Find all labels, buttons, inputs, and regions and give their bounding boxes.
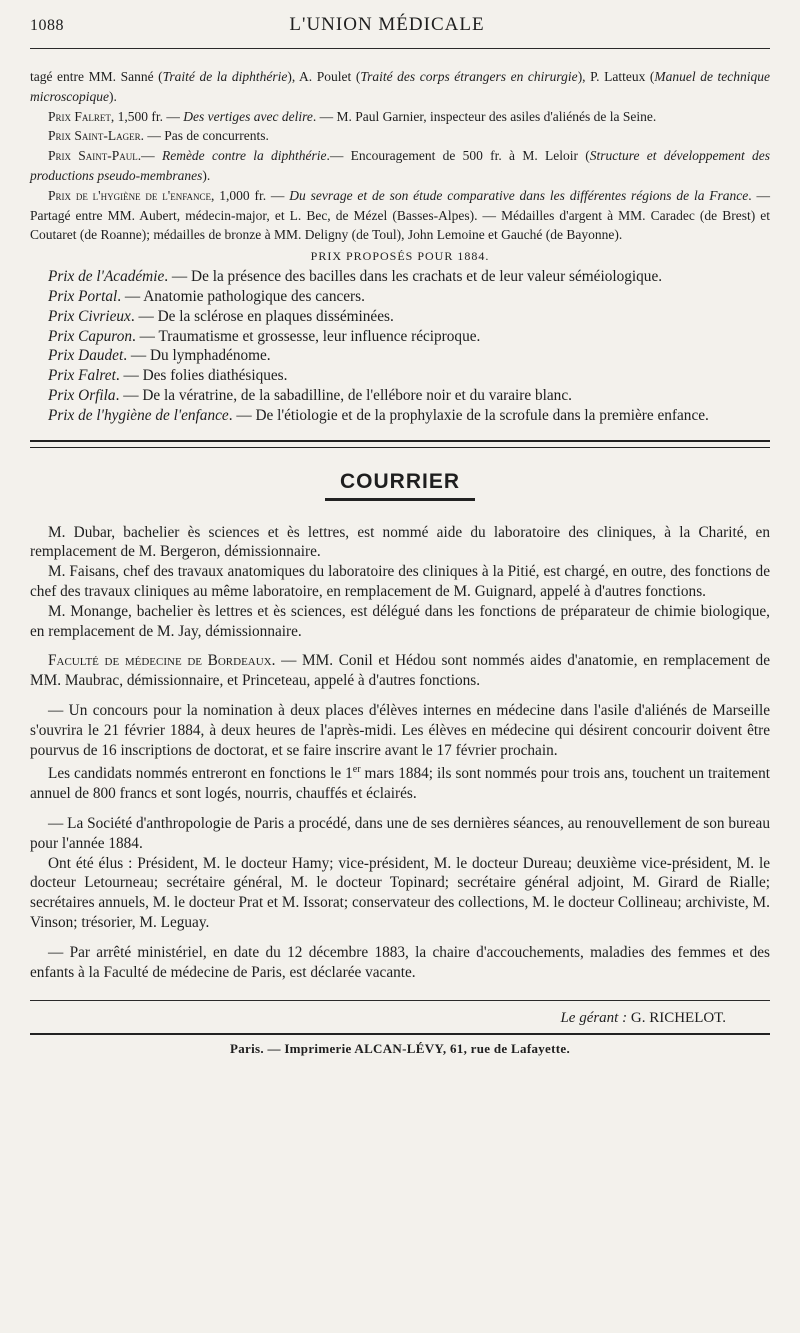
paragraph-c6: Les candidats nommés entreront en fonctions le 1er mars 1884; ils sont nommés pour trois ans, touchent un traitement annuel de 800 francs et sont logés, nourris, chauffés et éclairés. xyxy=(30,764,770,803)
paragraph-q3: Prix Civrieux. — De la sclérose en plaques disséminées. xyxy=(48,307,394,325)
paragraph-q5: Prix Daudet. — Du lymphadénome. xyxy=(48,347,271,365)
section-title-underline xyxy=(325,498,475,501)
gerant-label: Le gérant : xyxy=(560,1010,628,1027)
paragraph-p4: Prix Saint-Paul.— Remède contre la diphthérie.— Encouragement de 500 fr. à M. Leloir (Structure et développement des productions pseudo-membranes). xyxy=(30,148,770,183)
proposed-prizes-list xyxy=(30,267,770,425)
prize-awards-list xyxy=(30,67,770,245)
paragraph-c9: — Par arrêté ministériel, en date du 12 décembre 1883, la chaire d'accouchements, maladies des femmes et des enfants à la Faculté de médecine de Paris, est déclarée vacante. xyxy=(30,943,770,981)
page-number: 1088 xyxy=(30,17,64,34)
gerant-name: G. RICHELOT. xyxy=(630,1010,726,1027)
paragraph-q2: Prix Portal. — Anatomie pathologique des cancers. xyxy=(48,287,365,305)
gerant-line xyxy=(30,1007,726,1029)
footer-rule-thick xyxy=(30,1033,770,1035)
proposed-prizes-heading: PRIX PROPOSÉS POUR 1884. xyxy=(310,249,490,264)
paragraph-c7: — La Société d'anthropologie de Paris a procédé, dans une de ses dernières séances, au renouvellement de son bureau pour l'année 1884. xyxy=(30,815,770,852)
courrier-group-anthropologie xyxy=(30,814,770,933)
paragraph-q8: Prix de l'hygiène de l'enfance. — De l'étiologie et de la prophylaxie de la scrofule dans la première enfance. xyxy=(48,406,709,424)
courrier-group-bordeaux xyxy=(30,651,770,691)
paragraph-c5: — Un concours pour la nomination à deux places d'élèves internes en médecine dans l'asile d'aliénés de Marseille s'ouvrira le 21 février 1884, à deux heures de l'après-midi. Les élèves en médecine qui désirent concourir doivent être pourvus de 16 inscriptions de doctorat, et se faire inscrire avant le 17 février prochain. xyxy=(30,701,770,759)
section-title: COURRIER xyxy=(339,469,460,493)
section-divider xyxy=(30,440,770,448)
journal-title: L'UNION MÉDICALE xyxy=(289,14,485,35)
courrier-group-chaire xyxy=(30,943,770,983)
paragraph-q7: Prix Orfila. — De la vératrine, de la sabadilline, de l'ellébore noir et du varaire blanc. xyxy=(48,386,572,404)
paragraph-c2: M. Faisans, chef des travaux anatomiques du laboratoire des cliniques à la Pitié, est chargé, en outre, des fonctions de chef des travaux cliniques au même laboratoire, en remplacement de M. Guignard, appelé à d'autres fonctions. xyxy=(30,563,770,600)
paragraph-p5: Prix de l'hygiène de l'enfance, 1,000 fr. — Du sevrage et de son étude comparative dans les différentes régions de la France. — Partagé entre MM. Aubert, médecin-major, et L. Bec, de Mézel (Basses-Alpes). — Médailles d'argent à MM. Caradec (de Brest) et Coutaret (de Roanne); médailles de bronze à MM. Deligny (de Toul), John Lemoine et Gauché (de Bayonne). xyxy=(30,187,771,243)
paragraph-c4: Faculté de médecine de Bordeaux. — MM. Conil et Hédou sont nommés aides d'anatomie, en remplacement de MM. Maubrac, démissionnaire, et Princeteau, appelé à d'autres fonctions. xyxy=(30,652,770,690)
header-rule xyxy=(30,48,770,49)
footer-rule xyxy=(30,1000,770,1001)
paragraph-c1: M. Dubar, bachelier ès sciences et ès lettres, est nommé aide du laboratoire des cliniques, à la Charité, en remplacement de M. Bergeron, démissionnaire. xyxy=(30,523,770,561)
paragraph-q4: Prix Capuron. — Traumatisme et grossesse, leur influence réciproque. xyxy=(48,327,481,345)
paragraph-c3: M. Monange, bachelier ès lettres et ès sciences, est délégué dans les fonctions de préparateur de chimie biologique, en remplacement de M. Jay, démissionnaire. xyxy=(30,602,770,640)
paragraph-q6: Prix Falret. — Des folies diathésiques. xyxy=(48,367,288,385)
running-header xyxy=(30,14,770,36)
paragraph-q1: Prix de l'Académie. — De la présence des bacilles dans les crachats et de leur valeur séméiologique. xyxy=(48,268,663,286)
paragraph-p3: Prix Saint-Lager. — Pas de concurrents. xyxy=(48,128,269,144)
courrier-group-appointments xyxy=(30,523,770,642)
paragraph-c8: Ont été élus : Président, M. le docteur Hamy; vice-président, M. le docteur Dureau; deuxième vice-président, M. le docteur Letourneau; secrétaire général, M. le docteur Topinard; secrétaire général adjoint, M. Girard de Rialle; secrétaires annuels, M. le docteur Prat et M. Issorat; conservateur des collections, M. le docteur Collineau; archiviste, M. Vinson; trésorier, M. Leguay. xyxy=(30,854,770,931)
paragraph-p2: Prix Falret, 1,500 fr. — Des vertiges avec delire. — M. Paul Garnier, inspecteur des asiles d'aliénés de la Seine. xyxy=(48,108,657,124)
courrier-group-marseille xyxy=(30,701,770,804)
printer-imprint: Paris. — Imprimerie ALCAN-LÉVY, 61, rue de Lafayette. xyxy=(229,1041,570,1057)
paragraph-p1: tagé entre MM. Sanné (Traité de la diphthérie), A. Poulet (Traité des corps étrangers en chirurgie), P. Latteux (Manuel de technique microscopique). xyxy=(30,69,770,104)
